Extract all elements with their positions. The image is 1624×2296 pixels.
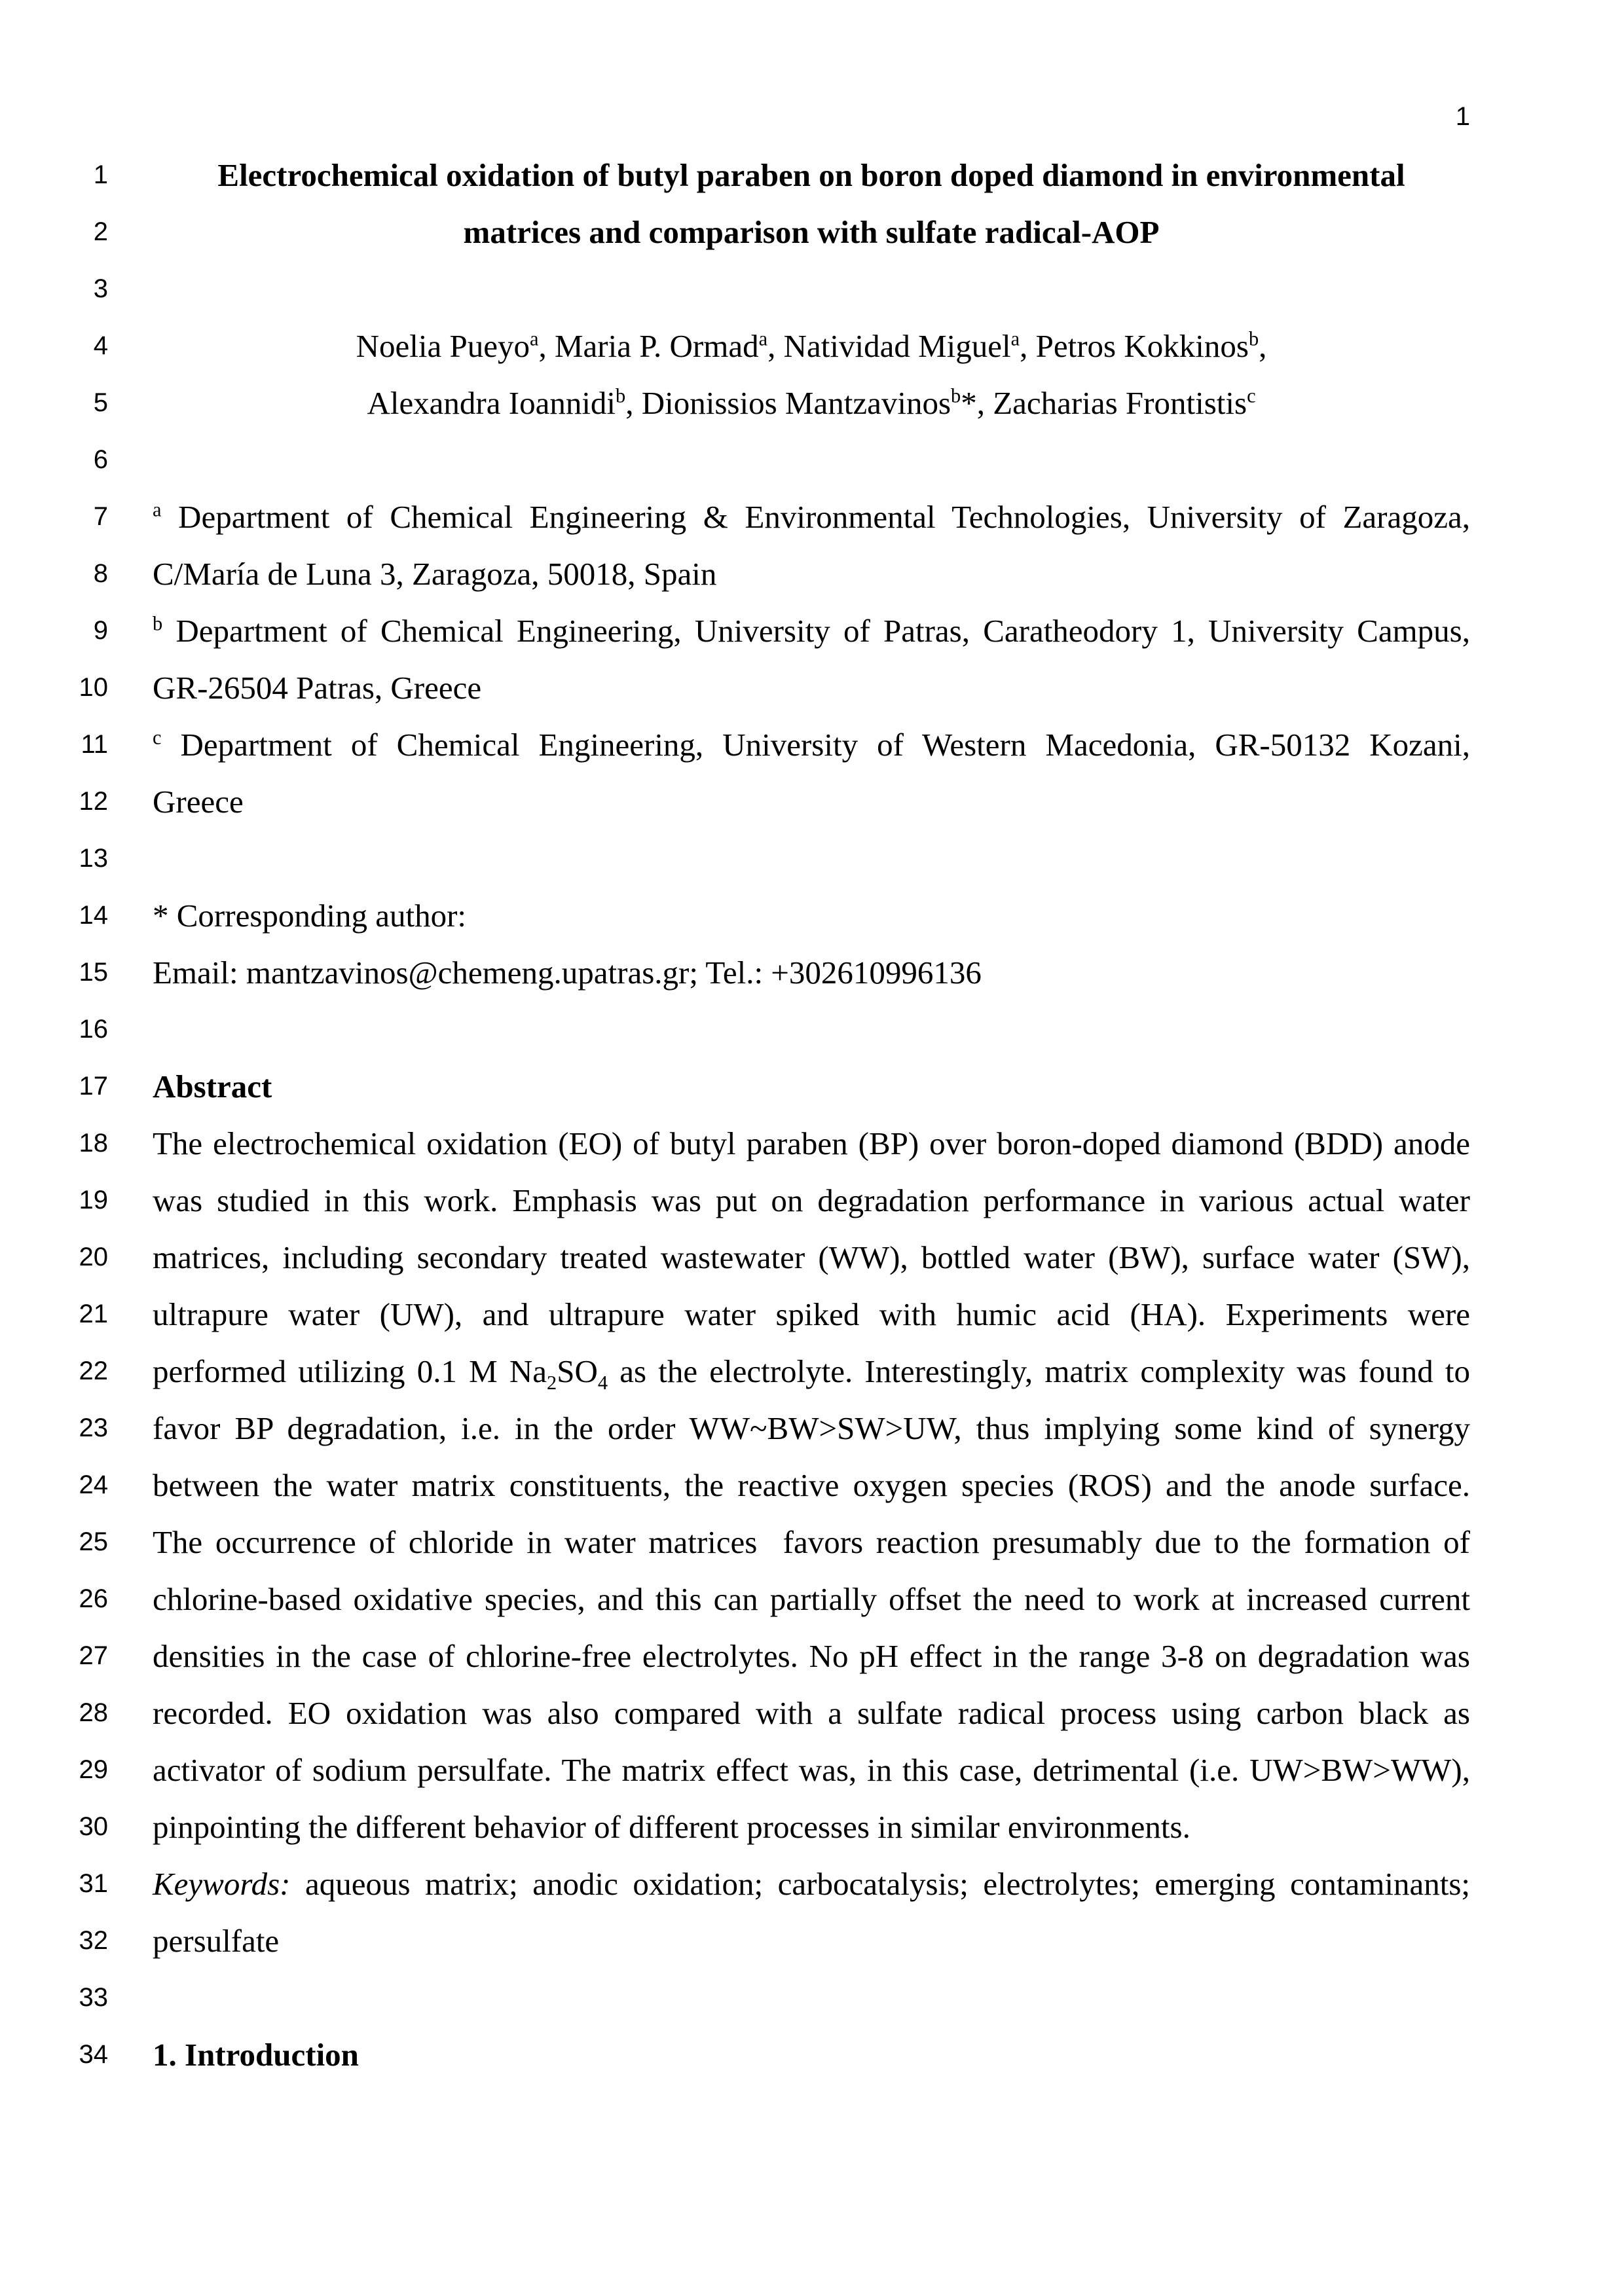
line-number: 8 [93, 559, 108, 588]
text-run: C/María de Luna 3, Zaragoza, 50018, Spain [153, 556, 717, 592]
page-number: 1 [1455, 102, 1470, 131]
line-number: 25 [79, 1527, 108, 1556]
line-number: 17 [79, 1072, 108, 1101]
text-run: matrices, including secondary treated wastewater (WW), bottled water (BW), surface water (SW), [153, 1239, 1470, 1275]
line-text [153, 716, 1470, 773]
line-text [153, 1001, 1470, 1058]
manuscript-line [0, 944, 1624, 1001]
line-text [153, 1457, 1470, 1514]
manuscript-line [0, 1457, 1624, 1514]
line-text [153, 1571, 1470, 1628]
text-run: Department of Chemical Engineering & Environmental Technologies, University of Zaragoza, [161, 499, 1470, 535]
text-run: a [758, 327, 768, 350]
manuscript-line [0, 830, 1624, 887]
line-number: 23 [79, 1413, 108, 1442]
line-text [153, 1628, 1470, 1685]
manuscript-line [0, 716, 1624, 773]
text-run: pinpointing the different behavior of different processes in similar environments. [153, 1809, 1190, 1845]
manuscript-line [0, 1571, 1624, 1628]
line-text [153, 147, 1470, 204]
text-run: activator of sodium persulfate. The matrix effect was, in this case, detrimental (i.e. UW>BW>WW), [153, 1752, 1470, 1788]
line-number: 30 [79, 1812, 108, 1841]
line-text [153, 1969, 1470, 2026]
manuscript-line [0, 1172, 1624, 1229]
line-number: 33 [79, 1983, 108, 2012]
line-text [153, 318, 1470, 374]
text-run: Keywords: [153, 1866, 291, 1902]
text-run: persulfate [153, 1923, 280, 1959]
manuscript-line [0, 1969, 1624, 2026]
line-number: 9 [93, 616, 108, 645]
line-text [153, 1058, 1470, 1115]
text-run: matrices and comparison with sulfate radical-AOP [463, 214, 1160, 250]
line-text [153, 2026, 1470, 2083]
text-run: a [529, 327, 539, 350]
line-text [153, 204, 1470, 261]
line-text [153, 374, 1470, 431]
line-number: 18 [79, 1129, 108, 1157]
manuscript-line [0, 431, 1624, 488]
line-text [153, 602, 1470, 659]
line-text [153, 1229, 1470, 1286]
line-text [153, 261, 1470, 318]
text-run: between the water matrix constituents, the reactive oxygen species (ROS) and the anode surface. [153, 1467, 1470, 1503]
text-run: Email: mantzavinos@chemeng.upatras.gr; Tel.: +302610996136 [153, 955, 982, 991]
line-text [153, 1798, 1470, 1855]
line-number: 27 [79, 1641, 108, 1670]
text-run: *, Zacharias Frontistis [961, 385, 1247, 421]
line-number: 29 [79, 1755, 108, 1784]
line-text [153, 830, 1470, 887]
manuscript-line [0, 1798, 1624, 1855]
text-run: c [153, 726, 162, 749]
line-number: 4 [93, 331, 108, 360]
manuscript-line [0, 1115, 1624, 1172]
manuscript-body [0, 147, 1624, 2083]
line-text [153, 1286, 1470, 1343]
line-number: 10 [79, 673, 108, 702]
text-run: The occurrence of chloride in water matrices favors reaction presumably due to the formation of [153, 1524, 1470, 1560]
text-run: 4 [597, 1371, 608, 1394]
line-number: 34 [79, 2040, 108, 2069]
text-run: Department of Chemical Engineering, University of Western Macedonia, GR-50132 Kozani, [161, 727, 1470, 763]
text-run: b [951, 384, 961, 407]
line-text [153, 1400, 1470, 1457]
line-number: 5 [93, 388, 108, 417]
line-text [153, 1172, 1470, 1229]
manuscript-line [0, 602, 1624, 659]
text-run: performed utilizing 0.1 M Na [153, 1353, 547, 1389]
text-run: 1. Introduction [153, 2037, 359, 2073]
manuscript-line [0, 1741, 1624, 1798]
manuscript-line [0, 261, 1624, 318]
text-run: c [1247, 384, 1256, 407]
line-text [153, 431, 1470, 488]
line-number: 20 [79, 1243, 108, 1271]
line-number: 26 [79, 1584, 108, 1613]
line-text [153, 887, 1470, 944]
line-text [153, 944, 1470, 1001]
manuscript-line [0, 1343, 1624, 1400]
manuscript-line [0, 1286, 1624, 1343]
manuscript-line [0, 488, 1624, 545]
text-run: ultrapure water (UW), and ultrapure water spiked with humic acid (HA). Experiments were [153, 1296, 1470, 1332]
text-run: , Maria P. Ormad [538, 328, 759, 364]
manuscript-line [0, 1400, 1624, 1457]
line-text [153, 1855, 1470, 1912]
manuscript-line [0, 1514, 1624, 1571]
text-run: Department of Chemical Engineering, University of Patras, Caratheodory 1, University Campus, [162, 613, 1470, 649]
text-run: The electrochemical oxidation (EO) of butyl paraben (BP) over boron-doped diamond (BDD) anode [153, 1125, 1470, 1161]
line-text [153, 545, 1470, 602]
line-number: 12 [79, 787, 108, 816]
text-run: Greece [153, 784, 244, 820]
text-run: Electrochemical oxidation of butyl paraben on boron doped diamond in environmental [217, 157, 1405, 193]
text-run: b [616, 384, 626, 407]
manuscript-line [0, 1058, 1624, 1115]
manuscript-line [0, 147, 1624, 204]
text-run: as the electrolyte. Interestingly, matrix complexity was found to [608, 1353, 1470, 1389]
text-run: recorded. EO oxidation was also compared with a sulfate radical process using carbon black as [153, 1695, 1470, 1731]
text-run: favor BP degradation, i.e. in the order WW~BW>SW>UW, thus implying some kind of synergy [153, 1410, 1470, 1446]
text-run: densities in the case of chlorine-free electrolytes. No pH effect in the range 3-8 on degradation was [153, 1638, 1470, 1674]
text-run: 2 [547, 1371, 557, 1394]
text-run: Alexandra Ioannidi [367, 385, 616, 421]
manuscript-line [0, 887, 1624, 944]
text-run: was studied in this work. Emphasis was put on degradation performance in various actual water [153, 1182, 1470, 1218]
text-run: Noelia Pueyo [356, 328, 530, 364]
line-number: 16 [79, 1015, 108, 1044]
line-number: 1 [93, 160, 108, 189]
text-run: , Natividad Miguel [767, 328, 1011, 364]
text-run: a [153, 498, 162, 521]
line-number: 6 [93, 445, 108, 474]
line-text [153, 773, 1470, 830]
manuscript-line [0, 1685, 1624, 1741]
manuscript-line [0, 773, 1624, 830]
line-number: 31 [79, 1869, 108, 1898]
line-text [153, 1912, 1470, 1969]
line-number: 2 [93, 217, 108, 246]
text-run: , [1259, 328, 1267, 364]
text-run: b [1248, 327, 1259, 350]
manuscript-line [0, 1855, 1624, 1912]
line-number: 24 [79, 1470, 108, 1499]
line-number: 14 [79, 901, 108, 930]
line-text [153, 1343, 1470, 1400]
line-text [153, 1115, 1470, 1172]
text-run: , Dionissios Mantzavinos [625, 385, 951, 421]
manuscript-line [0, 374, 1624, 431]
text-run: chlorine-based oxidative species, and this can partially offset the need to work at increased current [153, 1581, 1470, 1617]
line-text [153, 488, 1470, 545]
manuscript-line [0, 659, 1624, 716]
line-number: 32 [79, 1926, 108, 1955]
line-number: 19 [79, 1186, 108, 1214]
manuscript-line [0, 204, 1624, 261]
manuscript-line [0, 318, 1624, 374]
text-run: SO [557, 1353, 598, 1389]
line-number: 21 [79, 1300, 108, 1328]
line-number: 11 [81, 730, 108, 759]
line-text [153, 1514, 1470, 1571]
text-run: aqueous matrix; anodic oxidation; carbocatalysis; electrolytes; emerging contaminants; [290, 1866, 1470, 1902]
line-text [153, 1741, 1470, 1798]
line-number: 22 [79, 1357, 108, 1385]
manuscript-line [0, 1229, 1624, 1286]
text-run: Abstract [153, 1068, 272, 1104]
line-number: 7 [93, 502, 108, 531]
line-number: 15 [79, 958, 108, 987]
manuscript-line [0, 545, 1624, 602]
manuscript-line [0, 1628, 1624, 1685]
line-text [153, 659, 1470, 716]
text-run: * Corresponding author: [153, 898, 467, 934]
line-number: 3 [93, 274, 108, 303]
line-text [153, 1685, 1470, 1741]
manuscript-line [0, 1912, 1624, 1969]
text-run: GR-26504 Patras, Greece [153, 670, 482, 706]
text-run: , Petros Kokkinos [1020, 328, 1249, 364]
manuscript-line [0, 1001, 1624, 1058]
text-run: a [1010, 327, 1020, 350]
text-run: b [153, 612, 163, 635]
manuscript-line [0, 2026, 1624, 2083]
line-number: 13 [79, 844, 108, 873]
line-number: 28 [79, 1698, 108, 1727]
